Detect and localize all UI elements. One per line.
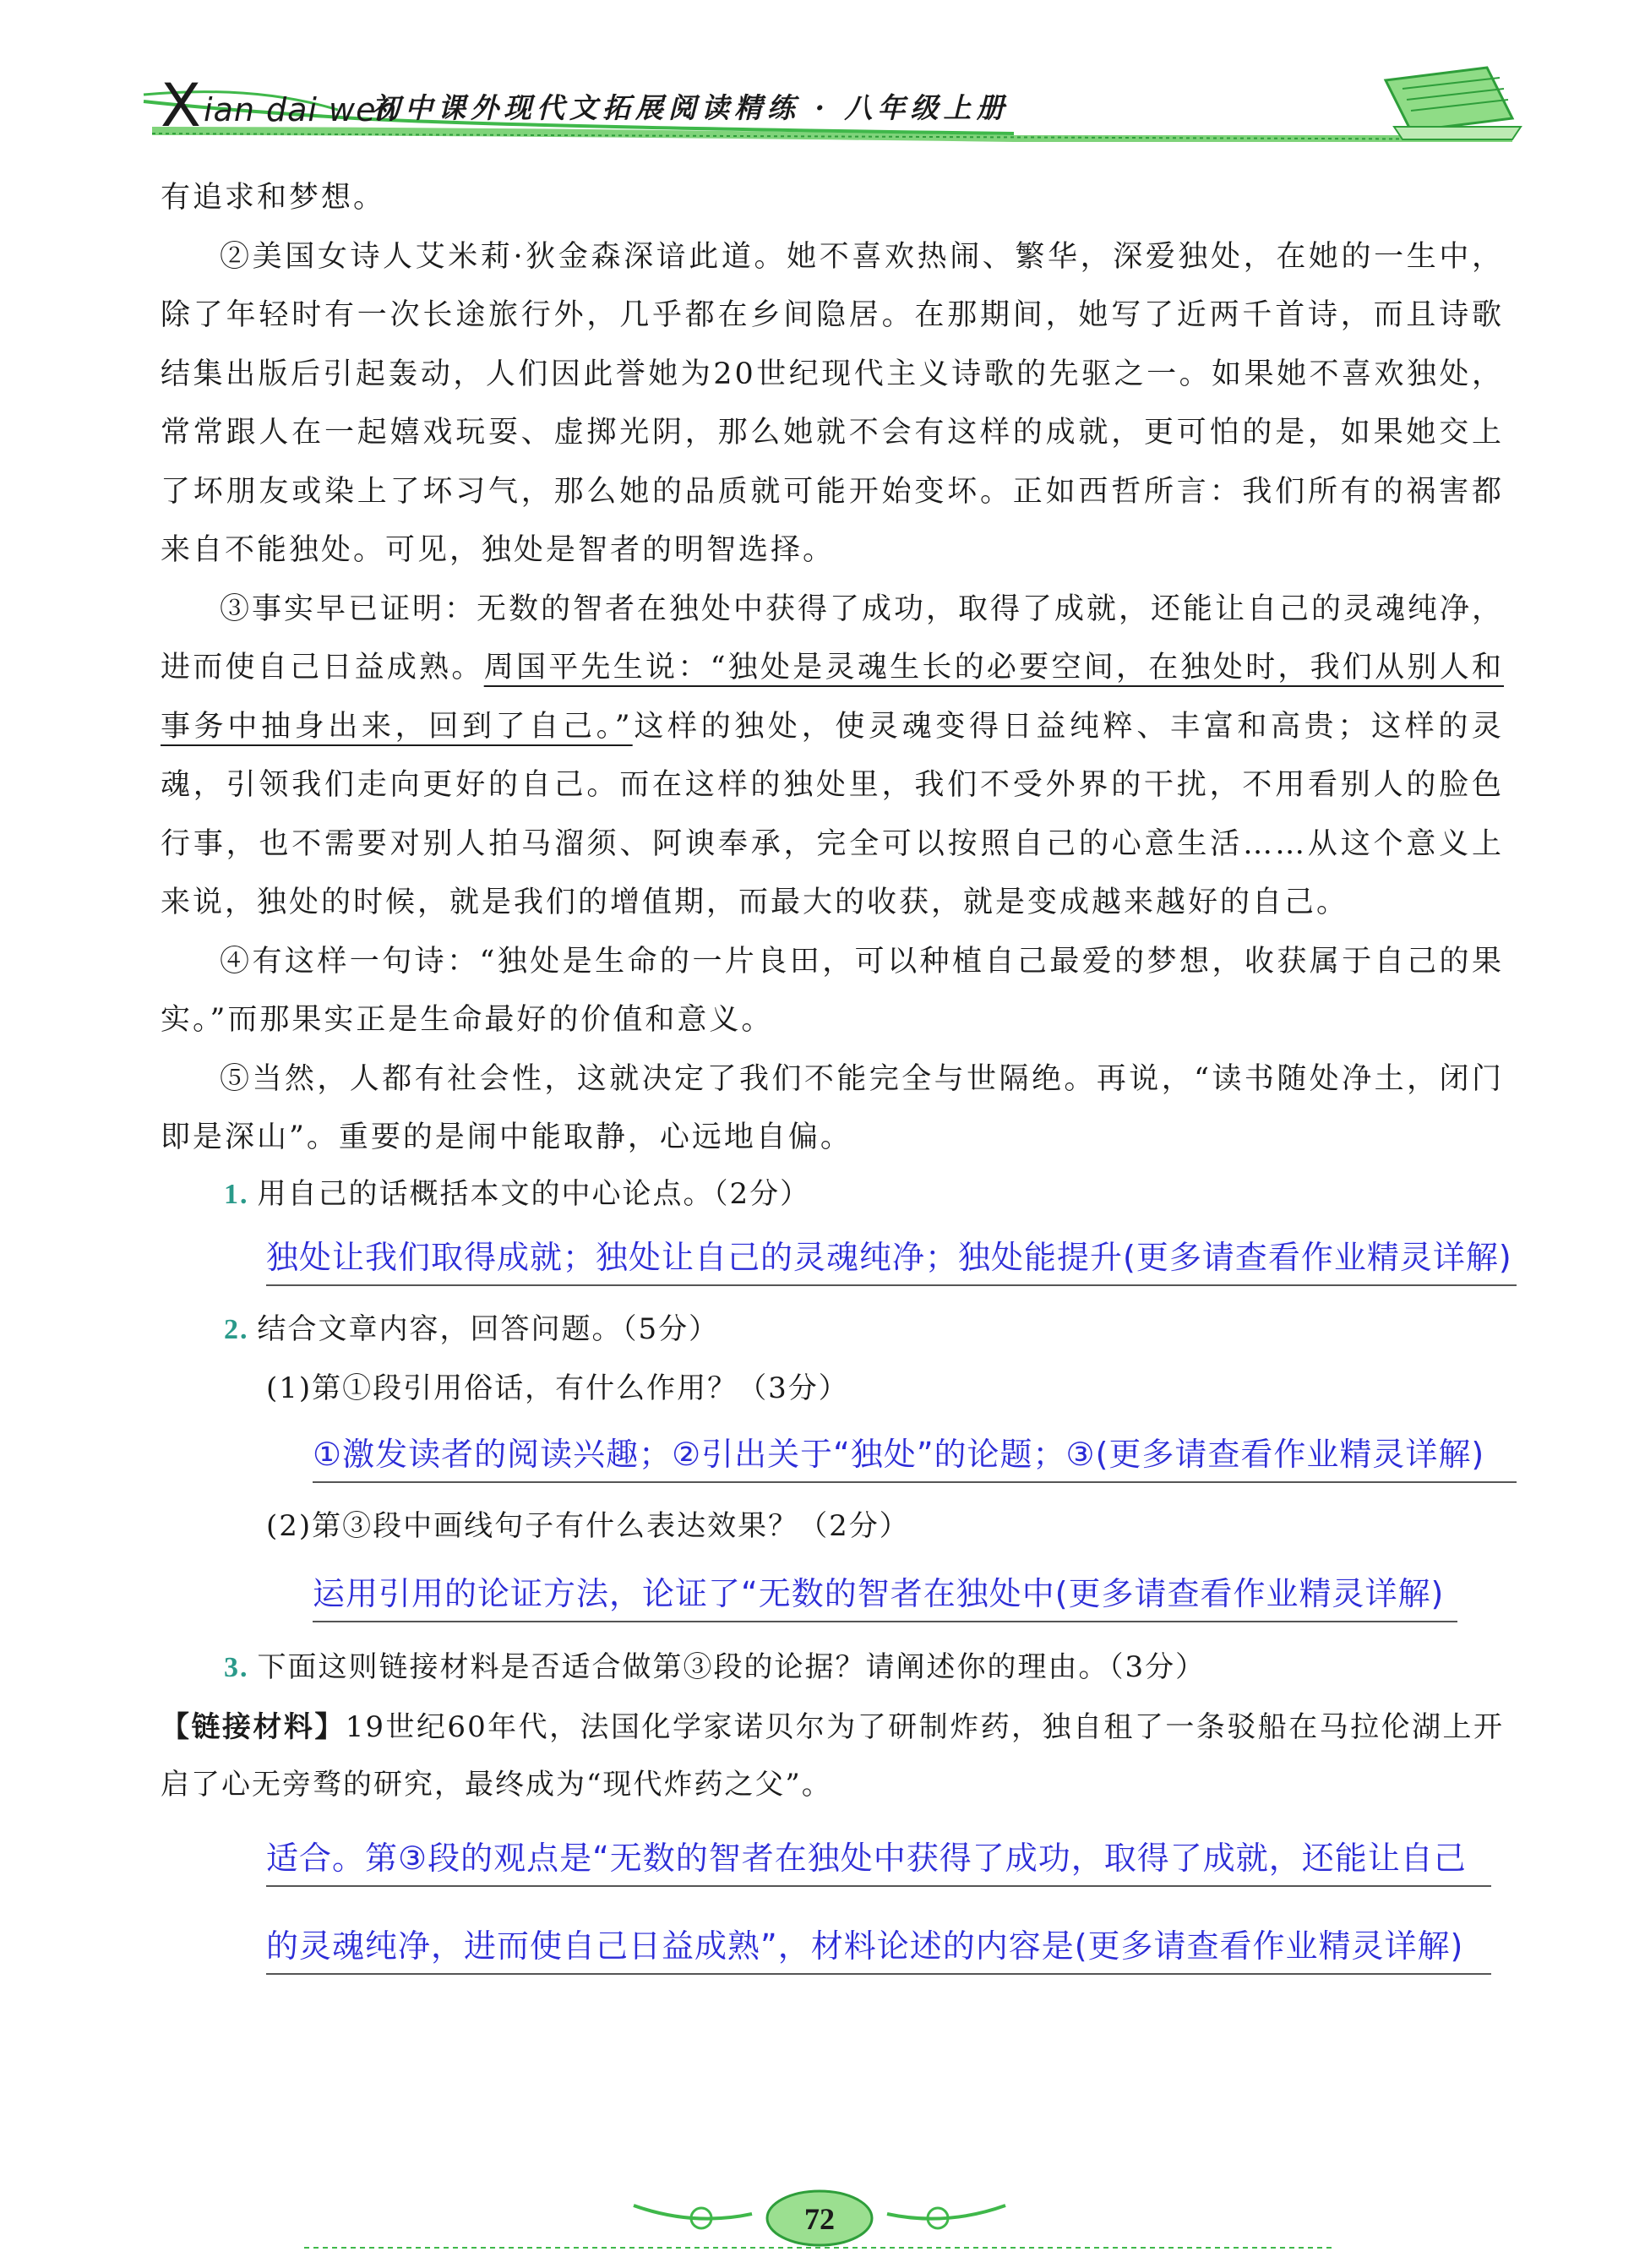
question-1-answer: 独处让我们取得成就；独处让自己的灵魂纯净；独处能提升(更多请查看作业精灵详解) — [266, 1231, 1517, 1286]
underlined-sentence: 周国平先生说：“独处是灵魂生长的必要空间，在独处时，我们从别人和事务中抽身出来，回到了自己。” — [161, 651, 1504, 744]
question-2-1: (1)第①段引用俗话，有什么作用？（3分） — [266, 1371, 849, 1405]
passage-paragraph-3: ③事实早已证明：无数的智者在独处中获得了成功，取得了成就，还能让自己的灵魂纯净，进而使自己日益成熟。周国平先生说：“独处是灵魂生长的必要空间，在独处时，我们从别人和事务中抽身出来，回到了自己。”这样的独处，使灵魂变得日益纯粹、丰富和高贵；这样的灵魂，引领我们走向更好的自己。而在这样的独处里，我们不受外界的干扰，不用看别人的脸色行事，也不需要对别人拍马溜须、阿谀奉承，完全可以按照自己的心意生活……从这个意义上来说，独处的时候，就是我们的增值期，而最大的收获，就是变成越来越好的自己。 — [161, 592, 1505, 919]
passage — [161, 169, 1504, 1168]
page-footer — [0, 2180, 1634, 2256]
question-2: 2. 结合文章内容，回答问题。（5分） — [224, 1312, 720, 1346]
passage-paragraph-5: ⑤当然，人都有社会性，这就决定了我们不能完全与世隔绝。再说，“读书随处净土，闭门即是深山”。重要的是闹中能取静，心远地自偏。 — [161, 1061, 1504, 1154]
passage-paragraph-4: ④有这样一句诗：“独处是生命的一片良田，可以种植自己最爱的梦想，收获属于自己的果实。”而那果实正是生命最好的价值和意义。 — [161, 944, 1504, 1037]
question-2-2: (2)第③段中画线句子有什么表达效果？（2分） — [266, 1509, 910, 1543]
question-1: 1. 用自己的话概括本文的中心论点。（2分） — [224, 1177, 811, 1211]
passage-paragraph-1-end: 有追求和梦想。 — [161, 181, 386, 215]
page-number: 72 — [804, 2202, 835, 2236]
header-logo: Xian dai wen — [161, 71, 398, 140]
link-material: 【链接材料】19世纪60年代，法国化学家诺贝尔为了研制炸药，独自租了一条驳船在马拉伦湖上开启了心无旁骛的研究，最终成为“现代炸药之父”。 — [161, 1710, 1504, 1802]
passage-paragraph-2: ②美国女诗人艾米莉·狄金森深谙此道。她不喜欢热闹、繁华，深爱独处，在她的一生中，除了年轻时有一次长途旅行外，几乎都在乡间隐居。在那期间，她写了近两千首诗，而且诗歌结集出版后引起轰动，人们因此誉她为20世纪现代主义诗歌的先驱之一。如果她不喜欢独处，常常跟人在一起嬉戏玩耍、虚掷光阴，那么她就不会有这样的成就，更可怕的是，如果她交上了坏朋友或染上了坏习气，那么她的品质就可能开始变坏。正如西哲所言：我们所有的祸害都来自不能独处。可见，独处是智者的明智选择。 — [161, 239, 1504, 567]
question-3-answer-line-1: 适合。第③段的观点是“无数的智者在独处中获得了成功，取得了成就，还能让自己 — [266, 1832, 1491, 1887]
question-2-1-answer: ①激发读者的阅读兴趣；②引出关于“独处”的论题；③(更多请查看作业精灵详解) — [313, 1428, 1517, 1483]
book-title: 初中课外现代文拓展阅读精练 · 八年级上册 — [372, 91, 1010, 124]
question-2-2-answer: 运用引用的论证方法，论证了“无数的智者在独处中(更多请查看作业精灵详解) — [313, 1567, 1457, 1622]
books-icon — [1386, 68, 1521, 139]
question-3-answer-line-2: 的灵魂纯净，进而使自己日益成熟”，材料论述的内容是(更多请查看作业精灵详解) — [266, 1920, 1491, 1975]
question-3: 3. 下面这则链接材料是否适合做第③段的论据？请阐述你的理由。（3分） — [224, 1650, 1206, 1684]
page-header — [0, 0, 1634, 161]
